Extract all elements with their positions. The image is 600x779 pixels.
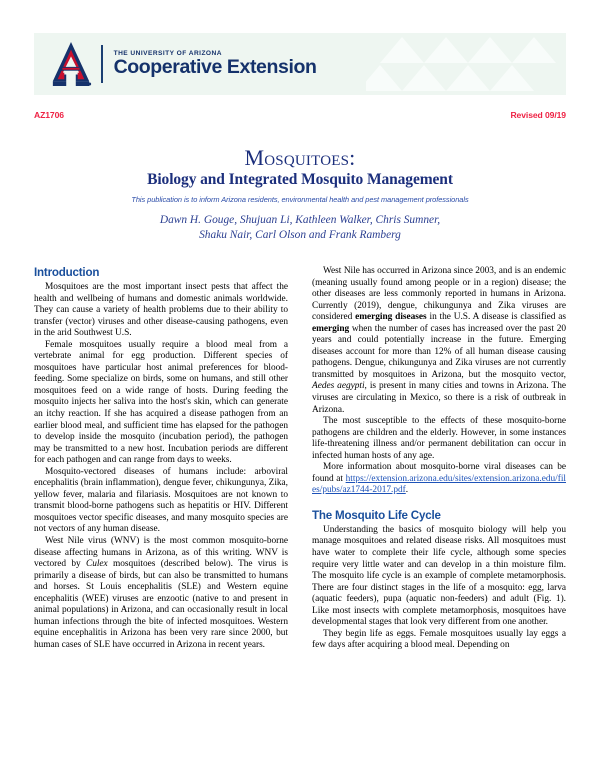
left-column [34, 266, 288, 766]
paragraph: Understanding the basics of mosquito biology will help you manage mosquitoes and related disease risks. All mosquitoes must have water to complete their life cycle, although some species require very little water and can develop in a thin moisture film. The mosquito life cycle is an example of complete metamorphosis. There are four distinct stages in the life of a mosquito: egg, larva (aquatic feeders), pupa (aquatic non-feeders) and adult (Fig. 1). Like most insects with complete metamorphosis, mosquitoes have developmental stages that look very different from one another. [312, 524, 566, 628]
page-title: Mosquitoes: [244, 145, 356, 170]
paragraph: West Nile has occurred in Arizona since 2003, and is an endemic (meaning usually found among people or in a region) disease; the other diseases are less commonly reported in humans in Arizona. Currently (2019), dengue, chikungunya and Zika viruses are considered emerging diseases in the U.S. A disease is classified as emerging when the number of cases has increased over the past 20 years and could potentially increase in the future. Emerging diseases account for more than 12% of all human disease causing pathogens. Dengue, chikungunya and Zika viruses are not currently transmitted by mosquitoes in Arizona, but the mosquito vector, Aedes aegypti, is present in many cities and towns in Arizona. The viruses are circulating in Mexico, so there is a risk of outbreak in Arizona. [312, 266, 567, 415]
paragraph: Mosquitoes are the most important insect pests that affect the health and wellbeing of humans and domestic animals worldwide. They can cause a variety of health problems due to their ability to transfer (vector) viruses and other disease-causing pathogens, even in the arid Southwest U.S. [34, 282, 288, 339]
publication-purpose-note: This publication is to inform Arizona residents, environmental health and pest management professionals [131, 194, 469, 204]
author-line-1: Dawn H. Gouge, Shujuan Li, Kathleen Walker, Chris Sumner, [159, 213, 441, 226]
right-column [312, 266, 566, 766]
title-block [34, 146, 566, 243]
header-banner [34, 33, 566, 95]
publication-number: AZ1706 [34, 110, 64, 120]
banner-triangle-pattern [366, 33, 566, 95]
author-line-2: Shaku Nair, Carl Olson and Frank Ramberg [199, 228, 401, 241]
page-subtitle: Biology and Integrated Mosquito Management [147, 171, 453, 189]
cooperative-extension-wordmark: Cooperative Extension [113, 56, 317, 79]
paragraph-with-link: More information about mosquito-borne viral diseases can be found at https://extension.arizona.edu/sites/extension.arizona.edu/files/pubs/az1744-2017.pdf. [312, 462, 566, 496]
paragraph: The most susceptible to the effects of these mosquito-borne pathogens are children and the elderly. However, in some instances life-threatening illness and/or permanent debilitation can occur in infected human hosts of any age. [312, 416, 566, 461]
logo-divider [101, 45, 103, 83]
author-list [34, 213, 566, 243]
paragraph: West Nile virus (WNV) is the most common mosquito-borne disease affecting humans in Arizona, as of this writing. WNV is vectored by Culex mosquitoes (described below). The virus is primarily a disease of birds, but can also be transmitted to humans and horses. St Louis encephalitis (SLE) and Western equine encephalitis (WEE) viruses are enzootic (native to and present in animal populations) in Arizona, and can occasionally result in local human infections through the bite of infected mosquitoes. Western equine encephalitis in Arizona has been very rare since 2000, but human cases of SLE have occurred in Arizona in recent years. [34, 536, 288, 650]
section-heading-introduction: Introduction [34, 266, 100, 279]
section-heading-mosquito-life-cycle: The Mosquito Life Cycle [312, 508, 441, 522]
paragraph: Mosquito-vectored diseases of humans include: arboviral encephalitis (brain inflammation), dengue fever, chikungunya, Zika, yellow fever, malaria and filariasis. Mosquitoes are not known to transmit blood-borne pathogens such as hepatitis or HIV. Different mosquitoes vector specific diseases, and many mosquito species are not vectors of any human disease. [34, 466, 288, 535]
university-name: THE UNIVERSITY OF ARIZONA [113, 50, 222, 58]
brand-lockup [50, 40, 317, 88]
external-publication-link[interactable]: https://extension.arizona.edu/sites/extension.arizona.edu/files/pubs/az1744-2017.pdf [312, 473, 566, 496]
body-columns [34, 266, 566, 766]
revision-date: Revised 09/19 [510, 110, 566, 120]
university-of-arizona-a-logo-icon [50, 41, 92, 87]
publication-meta-row [34, 110, 566, 120]
paragraph: They begin life as eggs. Female mosquitoes usually lay eggs a few days after acquiring a blood meal. Depending on [312, 628, 566, 651]
paragraph: Female mosquitoes usually require a blood meal from a vertebrate animal for egg production. Different species of mosquitoes have particular host animal preferences for blood-feeding. Some specialize on birds, some on humans, and still other mosquitoes feed on a wide range of hosts. During feeding the mosquito injects her saliva into the host's skin, which can generate an itchy reaction. If she has acquired a disease pathogen from an earlier blood meal, and sufficient time has elapsed for the pathogen to develop inside the mosquito (incubation period), the pathogen may be transmitted to a new host. Incubation periods are different for each pathogen and can range from days to weeks. [34, 339, 288, 466]
